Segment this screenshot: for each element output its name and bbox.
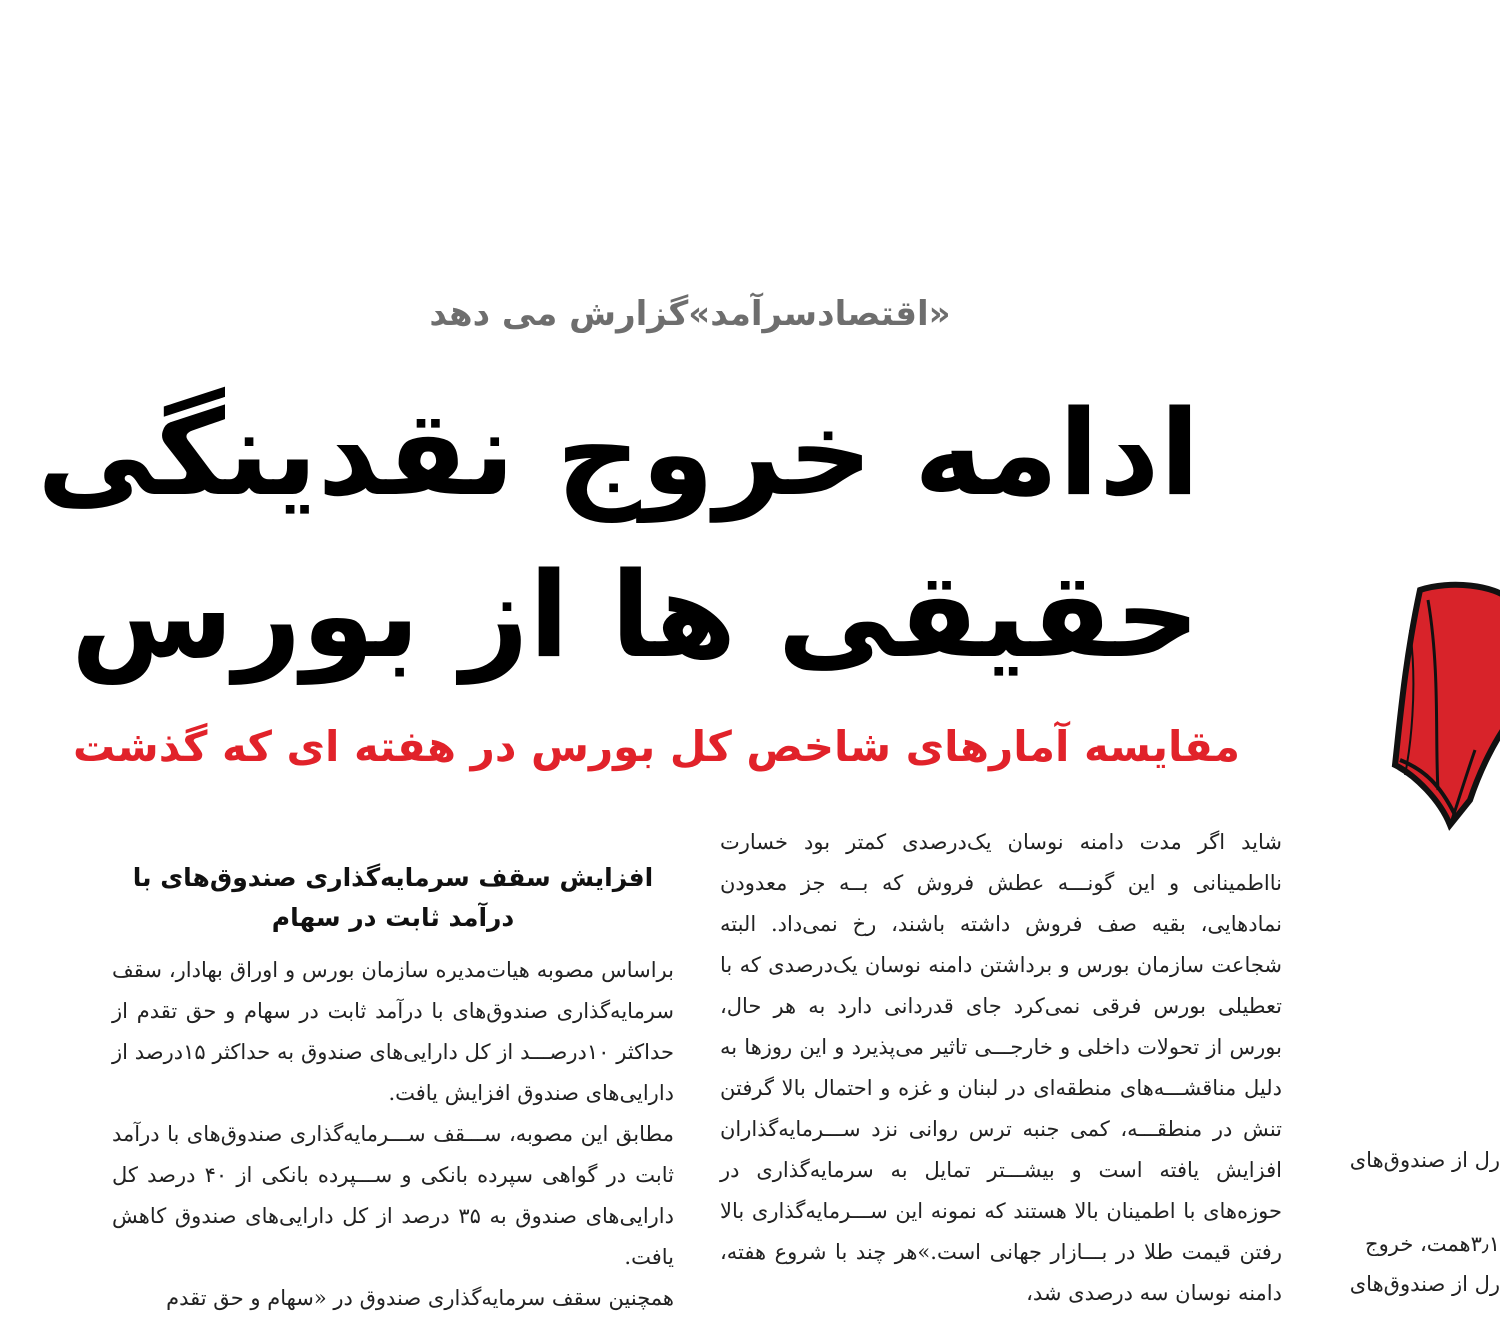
subheadline: مقایسه آمارهای شاخص کل بورس در هفته ای که گذشت xyxy=(72,722,1240,771)
headline-line-1: ادامه خروج نقدینگی xyxy=(37,384,1200,522)
article-paragraph: همچنین سقف سرمایه‌گذاری صندوق در «سهام و حق تقدم xyxy=(166,1286,674,1310)
red-down-arrow-icon xyxy=(1380,570,1500,840)
article-column-right xyxy=(720,822,1282,1314)
section-title: افزایش سقف سرمایه‌گذاری صندوق‌های با درآمد ثابت در سهام xyxy=(132,863,654,932)
article-paragraph: براساس مصوبه هیات‌مدیره سازمان بورس و اوراق بهادار، سقف سرمایه‌گذاری صندوق‌های با درآمد ثابت در سهام و حق تقدم از حداکثر ۱۰درصـــد از کل دارایی‌های صندوق به حداکثر ۱۵درصد از دارایی‌های صندوق افزایش یافت. xyxy=(112,958,674,1105)
adjacent-column-fragment: ۳٫۱همت، خروج xyxy=(1365,1232,1500,1256)
article-paragraph: مطابق این مصوبه، ســـقف ســـرمایه‌گذاری صندوق‌های با درآمد ثابت در گواهی سپرده بانکی و ســـپرده بانکی از ۴۰ درصد کل دارایی‌های صندوق به ۳۵ درصد از کل دارایی‌های صندوق کاهش یافت. xyxy=(112,1122,674,1269)
article-column-left xyxy=(112,950,674,1319)
adjacent-column-fragment: رل از صندوق‌های xyxy=(1349,1148,1500,1172)
headline-line-2: حقیقی ها از بورس xyxy=(70,546,1200,684)
adjacent-column-fragment: رل از صندوق‌های xyxy=(1349,1272,1500,1296)
kicker: «اقتصادسرآمد»گزارش می دهد xyxy=(429,294,951,334)
article-paragraph: شاید اگر مدت دامنه نوسان یک‌درصدی کمتر بود خسارت نااطمینانی و این گونـــه عطش فروش که بــه جز معدودن نمادهایی، بقیه صف فروش داشته باشند، رخ نمی‌داد. البته شجاعت سازمان بورس و برداشتن دامنه نوسان یک‌درصدی که با تعطیلی بورس فرقی نمی‌کرد جای قدردانی دارد به هر حال، بورس از تحولات داخلی و خارجـــی تاثیر می‌پذیرد و این روزها به دلیل مناقشـــه‌های منطقه‌ای در لبنان و غزه و احتمال بالا گرفتن تنش در منطقـــه، کمی جنبه ترس روانی نزد ســـرمایه‌گذاران افزایش یافته است و بیشـــتر تمایل به سرمایه‌گذاری در حوزه‌های با اطمینان بالا هستند که نمونه این ســـرمایه‌گذاری بالا رفتن قیمت طلا در بـــازار جهانی است.»هر چند با شروع هفته، دامنه نوسان سه درصدی شد، xyxy=(720,830,1282,1305)
